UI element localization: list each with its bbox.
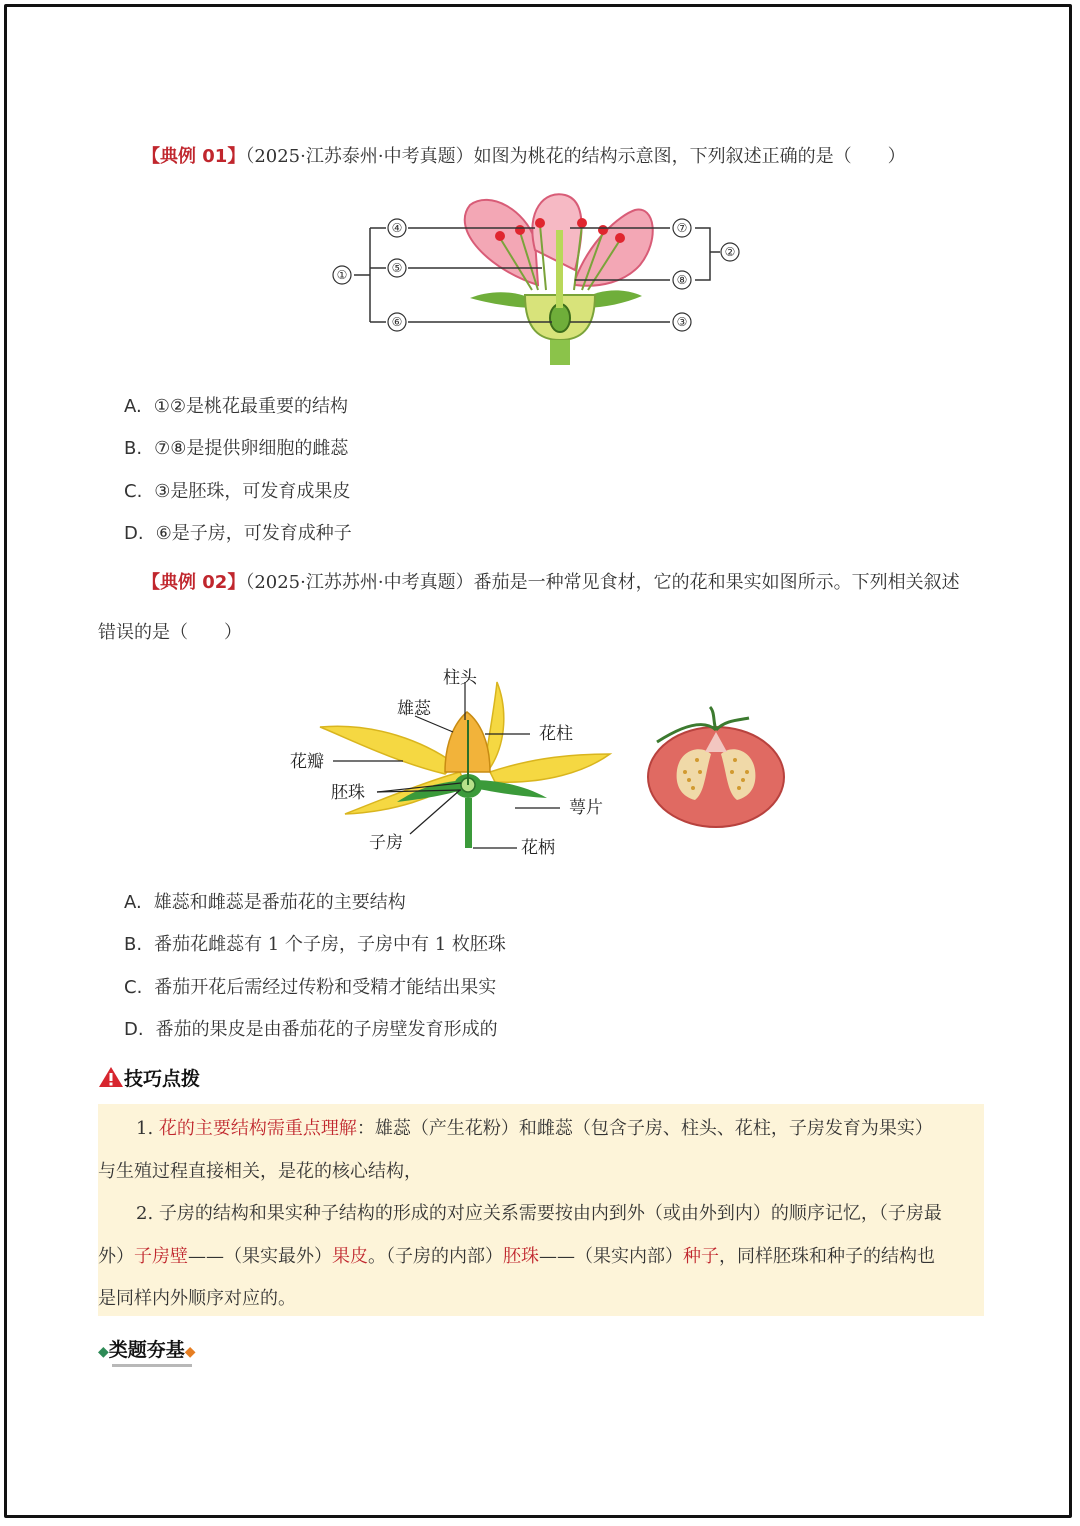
example1-option-a[interactable]: A. ①②是桃花最重要的结构	[124, 396, 348, 417]
example1-stem: （2025·江苏泰州·中考真题）如图为桃花的结构示意图，下列叙述正确的是（ ）	[245, 146, 906, 167]
example2-option-a[interactable]: A. 雄蕊和雌蕊是番茄花的主要结构	[124, 892, 406, 913]
label-2: ②	[724, 245, 736, 259]
example1-option-d[interactable]: D. ⑥是子房，可发育成种子	[124, 523, 352, 544]
label-style: 花柱	[539, 724, 573, 744]
label-ovary: 子房	[369, 833, 403, 853]
label-stamen: 雄蕊	[397, 699, 431, 719]
example1-option-b[interactable]: B. ⑦⑧是提供卵细胞的雌蕊	[124, 438, 349, 459]
tomato-flower-fruit-diagram	[285, 662, 805, 862]
label-7: ⑦	[676, 221, 688, 235]
tips-title: 技巧点拨	[124, 1068, 201, 1090]
label-ovule: 胚珠	[331, 783, 365, 803]
tips-p1-line1: 1. 花的主要结构需重点理解：雄蕊（产生花粉）和雌蕊（包含子房、柱头、花柱，子房发育为果实）	[136, 1118, 933, 1139]
tips-p2-line2: 外）子房壁——（果实最外）果皮。（子房的内部）胚珠——（果实内部）种子，同样胚珠和种子的结构也	[98, 1246, 935, 1267]
example2-question	[142, 568, 960, 594]
label-pedicel: 花柄	[521, 838, 555, 858]
example2-stem-line2: 错误的是（ ）	[98, 622, 242, 643]
example2-option-d[interactable]: D. 番茄的果皮是由番茄花的子房壁发育形成的	[124, 1019, 498, 1040]
warning-icon	[98, 1065, 124, 1089]
label-6: ⑥	[391, 315, 403, 329]
section-heading	[98, 1335, 196, 1362]
tips-p1-line2: 与生殖过程直接相关，是花的核心结构，	[98, 1161, 422, 1182]
label-sepal: 萼片	[569, 798, 603, 818]
label-5: ⑤	[391, 261, 403, 275]
label-1: ①	[336, 268, 348, 282]
label-petal: 花瓣	[290, 752, 324, 772]
example1-option-c[interactable]: C. ③是胚珠，可发育成果皮	[124, 481, 351, 502]
label-stigma: 柱头	[443, 668, 477, 688]
label-4: ④	[391, 221, 403, 235]
tips-heading	[98, 1064, 200, 1091]
label-3: ③	[676, 315, 688, 329]
diamond-green-icon: ◆	[98, 1344, 109, 1360]
section-title: 类题夯基	[108, 1339, 185, 1361]
example2-option-c[interactable]: C. 番茄开花后需经过传粉和受精才能结出果实	[124, 977, 497, 998]
example2-option-b[interactable]: B. 番茄花雌蕊有 1 个子房，子房中有 1 枚胚珠	[124, 934, 506, 955]
example2-stem-line1: （2025·江苏苏州·中考真题）番茄是一种常见食材，它的花和果实如图所示。下列相关叙述	[245, 572, 960, 593]
example1-question	[142, 142, 906, 168]
tomato-cross-section	[648, 707, 784, 827]
tips-p2-line1: 2. 子房的结构和果实种子结构的形成的对应关系需要按由内到外（或由外到内）的顺序记忆，（子房最	[136, 1203, 942, 1224]
diamond-orange-icon: ◆	[184, 1344, 196, 1360]
peach-flower-diagram	[320, 190, 760, 370]
section-underline	[112, 1364, 192, 1367]
tips-p2-line3: 是同样内外顺序对应的。	[98, 1288, 296, 1309]
example1-tag: 【典例 01】	[142, 146, 246, 167]
label-8: ⑧	[676, 273, 688, 287]
example2-tag: 【典例 02】	[142, 572, 246, 593]
